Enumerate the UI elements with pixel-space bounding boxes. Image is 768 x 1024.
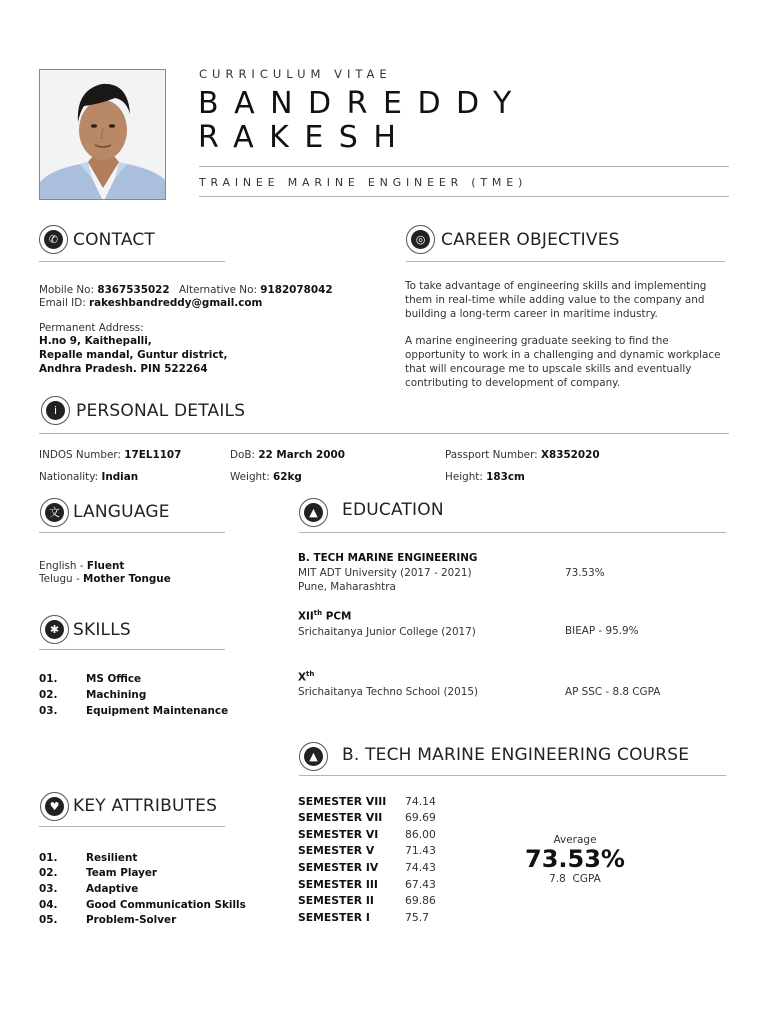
puzzle-icon: ✱ [40,615,69,644]
semester-name: SEMESTER II [298,894,374,907]
semester-score: 86.00 [405,828,436,841]
attribute-label: Team Player [86,867,158,879]
weight-label: Weight: [230,471,270,483]
language-divider [39,532,225,533]
skill-item [39,689,146,701]
graduation-cap-icon: ▲ [299,742,328,771]
attribute-label: Adaptive [86,883,139,895]
language-level: Mother Tongue [83,573,171,585]
translate-icon: 文 [40,498,69,527]
height-row [445,470,525,484]
semester-name: SEMESTER VII [298,811,383,824]
average-value: 73.53% [525,845,625,874]
course-divider [299,775,726,776]
alt-mobile-number: 9182078042 [260,284,333,296]
indos-value: 17EL1107 [124,449,182,461]
cgpa-value: 7.8 [549,873,566,886]
language-name: Telugu [39,573,73,585]
attribute-item [39,852,137,864]
height-value: 183cm [486,471,525,483]
attribute-number: 02. [39,867,58,879]
language-separator: - [76,560,87,572]
semester-name: SEMESTER III [298,878,378,891]
skill-label: Equipment Maintenance [86,705,229,717]
education-score: 73.53% [565,567,605,579]
contact-title: CONTACT [73,230,156,250]
language-item [39,572,171,586]
education-degree [298,670,314,685]
mobile-row [39,283,170,297]
semester-score: 75.7 [405,911,430,924]
course-title: B. TECH MARINE ENGINEERING COURSE [342,745,690,765]
attribute-number: 05. [39,914,58,926]
dob-value: 22 March 2000 [258,449,345,461]
education-score: AP SSC - 8.8 CGPA [565,686,661,698]
career-paragraph-2: A marine engineering graduate seeking to find the opportunity to work in a challenging and dynamic workplace that will encourage me to upscale skills and eventually contributing to development of company. [405,335,721,390]
personal-title: PERSONAL DETAILS [76,401,246,421]
attribute-label: Resilient [86,852,138,864]
language-separator: - [72,573,83,585]
dob-row [230,448,345,462]
height-label: Height: [445,471,483,483]
language-name: English [39,560,77,572]
semester-name: SEMESTER V [298,844,375,857]
phone-icon: ✆ [39,225,68,254]
attribute-number: 03. [39,883,58,895]
weight-value: 62kg [273,471,302,483]
heart-badge-icon: ♥ [40,792,69,821]
nationality-value: Indian [101,471,139,483]
degree-name: XII [298,610,314,623]
degree-superscript: th [306,670,315,678]
cgpa-row [515,872,635,886]
degree-name: X [298,671,307,684]
address-line-1: H.no 9, Kaithepalli, [39,335,152,347]
email-value: rakeshbandreddy@gmail.com [89,297,263,309]
weight-row [230,470,302,484]
address-label: Permanent Address: [39,322,144,334]
average-label: Average [553,834,597,846]
semester-score: 71.43 [405,844,436,857]
skill-number: 02. [39,689,58,701]
cgpa-label: CGPA [572,873,601,886]
contact-divider [39,261,225,262]
career-divider [406,261,725,262]
passport-label: Passport Number: [445,449,538,461]
address-line-2: Repalle mandal, Guntur district, [39,349,228,361]
education-degree [298,609,351,624]
degree-superscript: th [313,609,323,617]
skill-item [39,705,228,717]
attribute-number: 01. [39,852,58,864]
attribute-number: 04. [39,899,58,911]
education-degree: B. TECH MARINE ENGINEERING [298,552,478,564]
attribute-item [39,867,157,879]
dob-label: DoB: [230,449,255,461]
graduation-cap-icon: ▲ [299,498,328,527]
passport-row [445,448,600,462]
language-level: Fluent [86,560,125,572]
email-label: Email ID: [39,297,86,309]
semester-name: SEMESTER I [298,911,370,924]
info-icon: i [41,396,70,425]
mobile-label: Mobile No: [39,284,95,296]
attribute-item [39,883,138,895]
average-block [515,833,635,887]
email-row [39,296,262,310]
header-divider-top [199,166,729,167]
skills-title: SKILLS [73,620,131,640]
last-name: RAKESH [198,120,412,155]
semester-name: SEMESTER VIII [298,795,387,808]
job-role: TRAINEE MARINE ENGINEER (TME) [199,176,528,189]
passport-value: X8352020 [540,449,600,461]
semester-score: 69.69 [405,811,436,824]
education-title: EDUCATION [342,500,444,520]
cv-subtitle: CURRICULUM VITAE [199,67,392,81]
semester-score: 69.86 [405,894,436,907]
attribute-label: Good Communication Skills [86,899,246,911]
degree-suffix: PCM [322,610,352,623]
language-item [39,559,124,573]
nationality-row [39,470,138,484]
semester-name: SEMESTER IV [298,861,379,874]
attribute-item [39,899,246,911]
nationality-label: Nationality: [39,471,99,483]
education-institution: Srichaitanya Junior College (2017) [298,626,476,638]
career-paragraph-1: To take advantage of engineering skills and implementing them in real-time while adding value to the company and building a long-term career in maritime industry. [405,280,707,321]
personal-divider [39,433,729,434]
portrait-image [40,70,166,200]
attributes-title: KEY ATTRIBUTES [73,796,218,816]
attributes-divider [39,826,225,827]
education-score: BIEAP - 95.9% [565,625,639,637]
target-icon: ◎ [406,225,435,254]
education-location: Pune, Maharashtra [298,581,396,593]
indos-row [39,448,181,462]
education-divider [299,532,726,533]
skill-number: 03. [39,705,58,717]
semester-name: SEMESTER VI [298,828,379,841]
skill-label: Machining [86,689,147,701]
semester-score: 67.43 [405,878,436,891]
first-name: BANDREDDY [198,86,527,121]
indos-label: INDOS Number: [39,449,121,461]
semester-score: 74.14 [405,795,436,808]
semester-score: 74.43 [405,861,436,874]
career-title: CAREER OBJECTIVES [441,230,620,250]
skill-number: 01. [39,673,58,685]
alt-mobile-label: Alternative No: [179,284,257,296]
attribute-item [39,914,176,926]
header-divider-bottom [199,196,729,197]
education-institution: Srichaitanya Techno School (2015) [298,686,479,698]
address-line-3: Andhra Pradesh. PIN 522264 [39,363,208,375]
language-title: LANGUAGE [73,502,170,522]
mobile-number: 8367535022 [97,284,170,296]
skills-divider [39,649,225,650]
profile-photo [39,69,166,200]
alt-mobile-row [179,283,333,297]
skill-label: MS Office [86,673,142,685]
skill-item [39,673,141,685]
attribute-label: Problem-Solver [86,914,177,926]
education-institution: MIT ADT University (2017 - 2021) [298,567,472,579]
